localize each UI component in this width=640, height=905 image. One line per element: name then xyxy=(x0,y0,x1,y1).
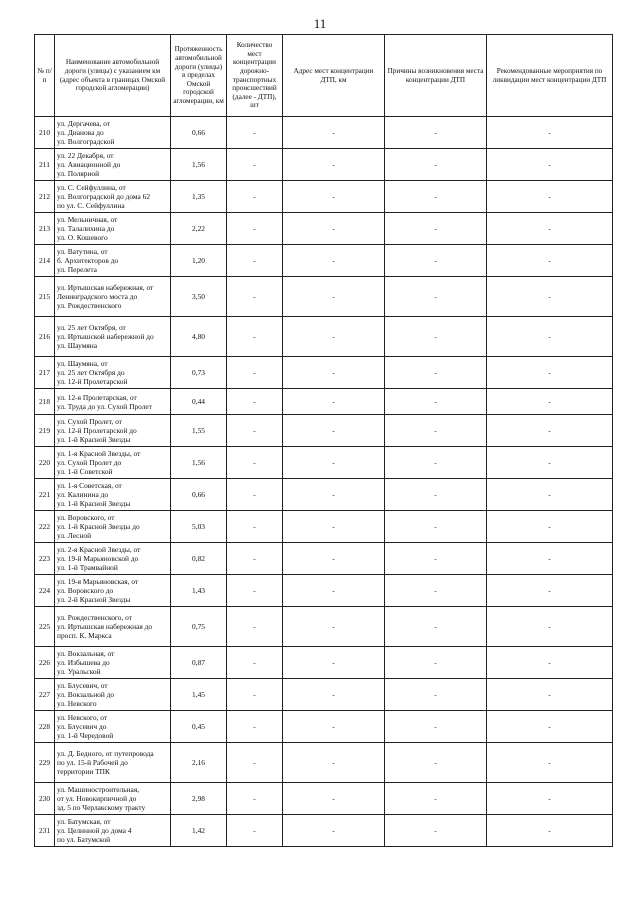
road-length: 0,73 xyxy=(171,357,227,389)
road-name-line: ул. 12-й Пролетарской до xyxy=(57,426,137,435)
road-name-line: ул. Мельничная, от xyxy=(57,215,118,224)
road-name xyxy=(55,743,171,783)
road-name xyxy=(55,117,171,149)
table-row xyxy=(35,357,613,389)
road-name-line: ул. Невского, от xyxy=(57,713,108,722)
road-name-line: ул. Невского xyxy=(57,699,97,708)
recommended-measures: - xyxy=(487,149,613,181)
road-name-line: ул. Рождественского, от xyxy=(57,613,132,622)
road-length: 0,66 xyxy=(171,479,227,511)
road-name-line: ул. 1-й Советской xyxy=(57,467,113,476)
page-number: 11 xyxy=(313,16,327,31)
accident-count: - xyxy=(227,647,283,679)
accident-count: - xyxy=(227,447,283,479)
accident-address: - xyxy=(283,711,385,743)
recommended-measures: - xyxy=(487,679,613,711)
row-number: 230 xyxy=(35,783,55,815)
road-length: 5,03 xyxy=(171,511,227,543)
road-name-line: ул. 25 лет Октября, от xyxy=(57,323,126,332)
road-name-line: ул. 1-я Красной Звезды, от xyxy=(57,449,141,458)
accident-count: - xyxy=(227,181,283,213)
road-length: 0,44 xyxy=(171,389,227,415)
road-name xyxy=(55,213,171,245)
accident-address: - xyxy=(283,575,385,607)
road-name-line: ул. Шаумяна, от xyxy=(57,359,108,368)
header-address: Адрес мест концентрации ДТП, км xyxy=(283,35,385,117)
table-row xyxy=(35,543,613,575)
accident-count: - xyxy=(227,679,283,711)
road-name xyxy=(55,277,171,317)
accident-address: - xyxy=(283,117,385,149)
road-name xyxy=(55,679,171,711)
road-name-line: ул. Труда до ул. Сухой Пролет xyxy=(57,401,152,411)
accident-count: - xyxy=(227,543,283,575)
accident-causes: - xyxy=(385,575,487,607)
road-name-line: ул. Иртышская набережная до xyxy=(57,622,153,631)
road-name-line: зд. 5 по Черлакскому тракту xyxy=(57,803,146,812)
row-number: 220 xyxy=(35,447,55,479)
recommended-measures: - xyxy=(487,607,613,647)
row-number: 211 xyxy=(35,149,55,181)
road-name-line: ул. Дергачева, от xyxy=(57,119,111,128)
row-number: 213 xyxy=(35,213,55,245)
road-name-line: ул. Полярной xyxy=(57,169,100,178)
recommended-measures: - xyxy=(487,511,613,543)
accident-address: - xyxy=(283,743,385,783)
table-row xyxy=(35,743,613,783)
road-name-line: ул. Избышева до xyxy=(57,658,110,667)
accident-address: - xyxy=(283,607,385,647)
accident-causes: - xyxy=(385,815,487,847)
road-length: 1,56 xyxy=(171,149,227,181)
accident-address: - xyxy=(283,679,385,711)
recommended-measures: - xyxy=(487,783,613,815)
road-length: 2,16 xyxy=(171,743,227,783)
road-name-line: ул. Сухой Пролет, от xyxy=(57,417,122,426)
road-name-line: ул. Целинной до дома 4 xyxy=(57,826,132,835)
road-name-line: ул. Перелета xyxy=(57,265,97,274)
road-length: 1,35 xyxy=(171,181,227,213)
road-length: 1,42 xyxy=(171,815,227,847)
road-name xyxy=(55,447,171,479)
table-row xyxy=(35,711,613,743)
accident-count: - xyxy=(227,245,283,277)
table-header-row xyxy=(35,35,613,117)
accident-address: - xyxy=(283,213,385,245)
road-name-line: Ленинградского моста до xyxy=(57,292,138,301)
row-number: 216 xyxy=(35,317,55,357)
header-name: Наименование автомобильной дороги (улицы) с указанием км (адрес объекта в границах Омской городской агломерации) xyxy=(55,35,171,117)
row-number: 225 xyxy=(35,607,55,647)
road-name xyxy=(55,711,171,743)
road-length: 2,22 xyxy=(171,213,227,245)
road-name xyxy=(55,607,171,647)
road-name xyxy=(55,575,171,607)
road-name-line: ул. Дианова до xyxy=(57,128,104,137)
road-name-line: ул. Уральской xyxy=(57,667,101,676)
accident-count: - xyxy=(227,213,283,245)
road-name-line: по ул. 15-й Рабочей до xyxy=(57,758,128,767)
accident-count: - xyxy=(227,415,283,447)
recommended-measures: - xyxy=(487,479,613,511)
accident-causes: - xyxy=(385,647,487,679)
row-number: 228 xyxy=(35,711,55,743)
road-length: 4,80 xyxy=(171,317,227,357)
road-name-line: ул. Машиностроительная, xyxy=(57,785,140,794)
road-name-line: ул. 1-й Красной Звезды xyxy=(57,435,131,444)
row-number: 227 xyxy=(35,679,55,711)
accident-count: - xyxy=(227,117,283,149)
road-length: 0,87 xyxy=(171,647,227,679)
road-name-line: просп. К. Маркса xyxy=(57,631,112,640)
road-name-line: ул. 19-я Марьяновская, от xyxy=(57,577,139,586)
road-length: 1,20 xyxy=(171,245,227,277)
road-length: 0,75 xyxy=(171,607,227,647)
accident-causes: - xyxy=(385,743,487,783)
header-causes: Причины возникновения места концентрации ДТП xyxy=(385,35,487,117)
road-name-line: ул. Талалихина до xyxy=(57,224,115,233)
accident-causes: - xyxy=(385,117,487,149)
table-row xyxy=(35,117,613,149)
road-name-line: ул. 25 лет Октября до xyxy=(57,368,125,377)
table-row xyxy=(35,647,613,679)
row-number: 231 xyxy=(35,815,55,847)
road-name-line: ул. 19-й Марьяновской до xyxy=(57,554,139,563)
road-name xyxy=(55,815,171,847)
table-row xyxy=(35,815,613,847)
road-length: 1,43 xyxy=(171,575,227,607)
header-num: № п/п xyxy=(35,35,55,117)
header-measures: Рекомендованные мероприятия по ликвидации мест концентрации ДТП xyxy=(487,35,613,117)
recommended-measures: - xyxy=(487,357,613,389)
accident-causes: - xyxy=(385,181,487,213)
road-name-line: ул. Блусевич, от xyxy=(57,681,108,690)
header-count: Количество мест концентрации дорожно-транспортных происшествий (далее - ДТП), шт xyxy=(227,35,283,117)
road-name-line: ул. Сухой Пролет до xyxy=(57,458,122,467)
road-name-line: ул. 1-я Советская, от xyxy=(57,481,122,490)
recommended-measures: - xyxy=(487,575,613,607)
accident-causes: - xyxy=(385,245,487,277)
accident-causes: - xyxy=(385,479,487,511)
road-name-line: ул. Лесной xyxy=(57,531,92,540)
road-name-line: ул. Воровского до xyxy=(57,586,114,595)
accident-address: - xyxy=(283,181,385,213)
road-name-line: территории ТПК xyxy=(57,767,110,776)
table-row xyxy=(35,783,613,815)
road-name-line: ул. 2-й Красной Звезды xyxy=(57,595,131,604)
accident-causes: - xyxy=(385,783,487,815)
recommended-measures: - xyxy=(487,181,613,213)
accident-count: - xyxy=(227,149,283,181)
accident-address: - xyxy=(283,447,385,479)
table-row xyxy=(35,149,613,181)
road-name xyxy=(55,511,171,543)
accident-address: - xyxy=(283,783,385,815)
row-number: 224 xyxy=(35,575,55,607)
table-row xyxy=(35,245,613,277)
row-number: 226 xyxy=(35,647,55,679)
road-name xyxy=(55,479,171,511)
table-row xyxy=(35,575,613,607)
accident-causes: - xyxy=(385,447,487,479)
accident-causes: - xyxy=(385,543,487,575)
table-row xyxy=(35,415,613,447)
road-name-line: от ул. Новокирпичной до xyxy=(57,794,137,803)
road-name-line: ул. 12-й Пролетарской xyxy=(57,377,128,386)
accident-causes: - xyxy=(385,389,487,415)
accident-count: - xyxy=(227,479,283,511)
recommended-measures: - xyxy=(487,415,613,447)
accident-causes: - xyxy=(385,679,487,711)
road-name-line: б. Архитекторов до xyxy=(57,256,119,265)
road-name xyxy=(55,317,171,357)
road-name xyxy=(55,783,171,815)
road-name-line: ул. Ватутина, от xyxy=(57,247,108,256)
road-name xyxy=(55,181,171,213)
row-number: 210 xyxy=(35,117,55,149)
road-name xyxy=(55,415,171,447)
road-name-line: ул. Д. Бедного, от путепровода xyxy=(57,749,154,758)
accident-causes: - xyxy=(385,213,487,245)
accident-address: - xyxy=(283,149,385,181)
accident-address: - xyxy=(283,511,385,543)
row-number: 223 xyxy=(35,543,55,575)
table-row xyxy=(35,389,613,415)
road-name-line: ул. 1-й Чередовой xyxy=(57,731,114,740)
accident-causes: - xyxy=(385,711,487,743)
recommended-measures: - xyxy=(487,711,613,743)
recommended-measures: - xyxy=(487,317,613,357)
road-name xyxy=(55,389,171,415)
recommended-measures: - xyxy=(487,743,613,783)
road-name-line: ул. Волгоградской до дома 62 xyxy=(57,192,151,201)
road-name-line: ул. Батумская, от xyxy=(57,817,111,826)
table-row xyxy=(35,181,613,213)
accident-address: - xyxy=(283,415,385,447)
road-name-line: ул. Вокзальной до xyxy=(57,690,115,699)
accident-address: - xyxy=(283,245,385,277)
road-name-line: ул. 2-я Красной Звезды, от xyxy=(57,545,141,554)
accident-address: - xyxy=(283,647,385,679)
road-name-line: ул. 12-я Пролетарская, от xyxy=(57,392,137,402)
accident-address: - xyxy=(283,317,385,357)
road-length: 0,66 xyxy=(171,117,227,149)
row-number: 219 xyxy=(35,415,55,447)
accident-count: - xyxy=(227,317,283,357)
recommended-measures: - xyxy=(487,815,613,847)
recommended-measures: - xyxy=(487,543,613,575)
accident-address: - xyxy=(283,277,385,317)
accident-count: - xyxy=(227,511,283,543)
accident-count: - xyxy=(227,743,283,783)
row-number: 229 xyxy=(35,743,55,783)
row-number: 222 xyxy=(35,511,55,543)
table-row xyxy=(35,317,613,357)
road-name-line: ул. Волгоградской xyxy=(57,137,115,146)
accident-count: - xyxy=(227,575,283,607)
accident-causes: - xyxy=(385,317,487,357)
accident-count: - xyxy=(227,389,283,415)
road-name xyxy=(55,543,171,575)
road-name xyxy=(55,245,171,277)
table-row xyxy=(35,277,613,317)
accident-count: - xyxy=(227,711,283,743)
row-number: 221 xyxy=(35,479,55,511)
accident-address: - xyxy=(283,543,385,575)
recommended-measures: - xyxy=(487,447,613,479)
accident-causes: - xyxy=(385,149,487,181)
road-length: 1,55 xyxy=(171,415,227,447)
road-name-line: ул. Вокзальная, от xyxy=(57,649,115,658)
row-number: 218 xyxy=(35,389,55,415)
table-row xyxy=(35,479,613,511)
accident-count: - xyxy=(227,607,283,647)
road-name-line: ул. 1-й Трамвайной xyxy=(57,563,118,572)
road-name-line: по ул. Батумской xyxy=(57,835,111,844)
road-length: 3,50 xyxy=(171,277,227,317)
road-table xyxy=(34,34,613,847)
table-row xyxy=(35,447,613,479)
accident-causes: - xyxy=(385,415,487,447)
road-name-line: ул. Шаумяна xyxy=(57,341,98,350)
table-row xyxy=(35,607,613,647)
recommended-measures: - xyxy=(487,117,613,149)
road-length: 2,98 xyxy=(171,783,227,815)
road-name-line: ул. 1-й Красной Звезды до xyxy=(57,522,140,531)
road-name-line: ул. Воровского, от xyxy=(57,513,115,522)
road-name-line: ул. С. Сейфуллина, от xyxy=(57,183,126,192)
table-body xyxy=(35,117,613,847)
row-number: 214 xyxy=(35,245,55,277)
accident-count: - xyxy=(227,815,283,847)
table-row xyxy=(35,679,613,711)
row-number: 215 xyxy=(35,277,55,317)
accident-causes: - xyxy=(385,511,487,543)
accident-causes: - xyxy=(385,607,487,647)
accident-address: - xyxy=(283,479,385,511)
road-name-line: ул. Блусевич до xyxy=(57,722,107,731)
accident-count: - xyxy=(227,783,283,815)
road-name-line: ул. Иртышской набережной до xyxy=(57,332,154,341)
table-row xyxy=(35,213,613,245)
road-name-line: ул. О. Кошевого xyxy=(57,233,108,242)
accident-address: - xyxy=(283,815,385,847)
accident-count: - xyxy=(227,277,283,317)
recommended-measures: - xyxy=(487,213,613,245)
road-length: 1,56 xyxy=(171,447,227,479)
road-name-line: ул. Авиационной до xyxy=(57,160,121,169)
road-length: 0,45 xyxy=(171,711,227,743)
accident-causes: - xyxy=(385,277,487,317)
recommended-measures: - xyxy=(487,245,613,277)
recommended-measures: - xyxy=(487,277,613,317)
accident-count: - xyxy=(227,357,283,389)
row-number: 212 xyxy=(35,181,55,213)
recommended-measures: - xyxy=(487,647,613,679)
road-length: 0,82 xyxy=(171,543,227,575)
road-name xyxy=(55,149,171,181)
row-number: 217 xyxy=(35,357,55,389)
road-name-line: ул. Иртышская набережная, от xyxy=(57,283,154,292)
road-name-line: ул. 1-й Красной Звезды xyxy=(57,499,131,508)
road-length: 1,45 xyxy=(171,679,227,711)
road-name xyxy=(55,357,171,389)
road-name xyxy=(55,647,171,679)
table-row xyxy=(35,511,613,543)
header-length: Протяженность автомобильной дороги (улицы) в пределах Омской городской агломерации, км xyxy=(171,35,227,117)
road-name-line: ул. Калинина до xyxy=(57,490,109,499)
road-name-line: ул. 22 Декабря, от xyxy=(57,151,114,160)
recommended-measures: - xyxy=(487,389,613,415)
accident-address: - xyxy=(283,389,385,415)
accident-causes: - xyxy=(385,357,487,389)
road-name-line: по ул. С. Сейфуллина xyxy=(57,201,125,210)
road-name-line: ул. Рождественского xyxy=(57,301,122,310)
accident-address: - xyxy=(283,357,385,389)
